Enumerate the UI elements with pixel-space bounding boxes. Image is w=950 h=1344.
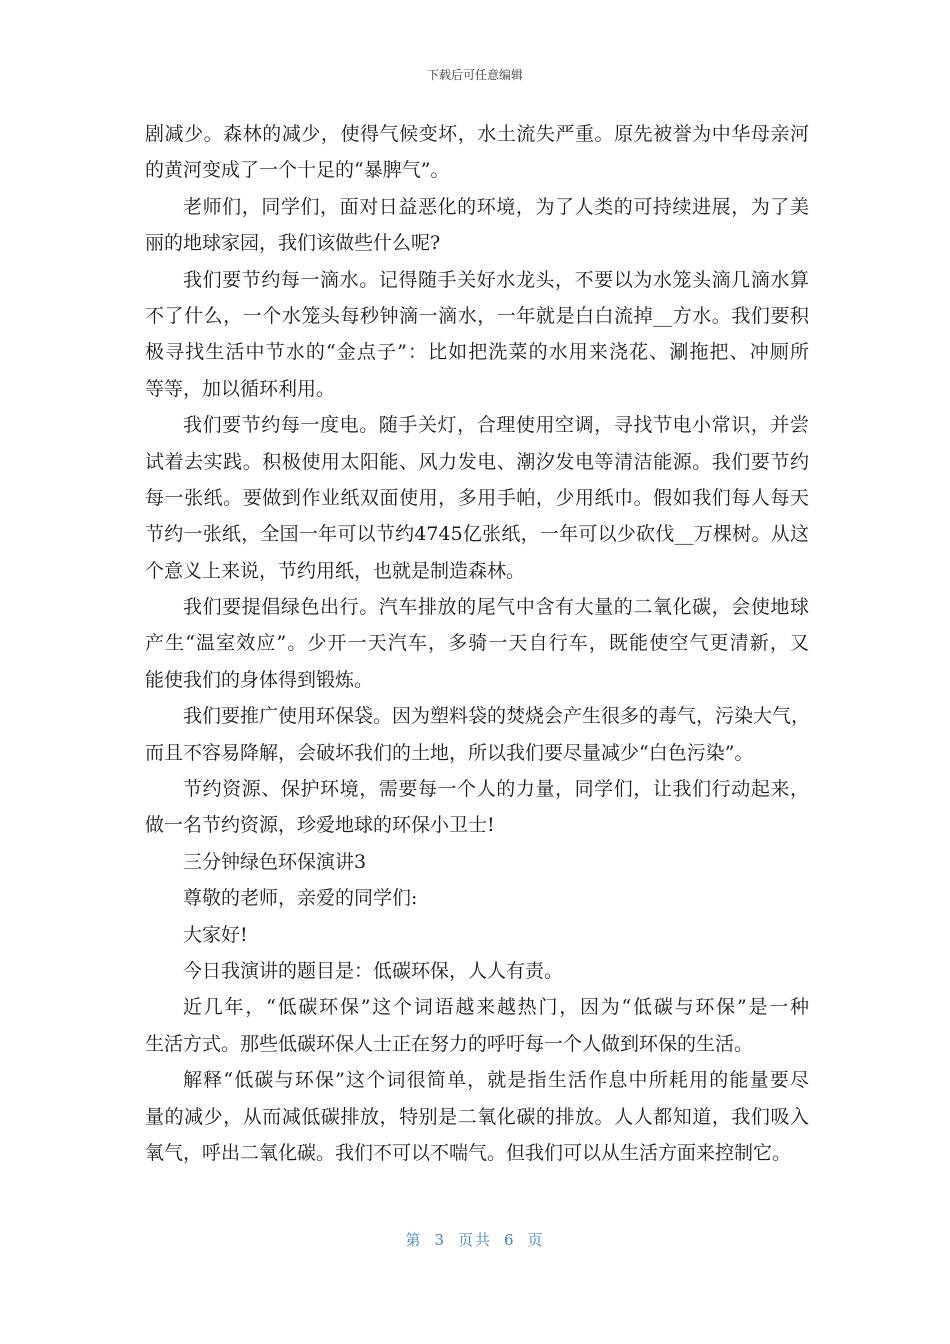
text-line: 个意义上来说，节约用纸，也就是制造森林。 — [145, 559, 526, 582]
page-footer — [0, 1229, 950, 1250]
footer-page-number: 3 — [434, 1231, 446, 1249]
text-line: 剧减少。森林的减少，使得气候变坏，水土流失严重。原先被誉为中华母亲河 — [145, 123, 809, 145]
text-line: 不了什么，一个水笼头每秒钟滴一滴水，一年就是白白流掉__方水。我们要积 — [145, 304, 809, 327]
page-header: 下载后可任意编辑 — [426, 68, 523, 82]
text-line: 解释“低碳与环保”这个词很简单，就是指生活作息中所耗用的能量要尽 — [183, 1069, 809, 1092]
footer-total-pages: 6 — [504, 1231, 516, 1249]
text-line: 产生“温室效应”。少开一天汽车，多骑一天自行车，既能使空气更清新，又 — [145, 632, 809, 655]
text-line: 老师们，同学们，面对日益恶化的环境，为了人类的可持续进展，为了美 — [183, 195, 809, 218]
text-line: 氧气，呼出二氧化碳。我们不可以不喘气。但我们可以从生活方面来控制它。 — [145, 1141, 792, 1164]
text-line: 生活方式。那些低碳环保人士正在努力的呼吁每一个人做到环保的生活。 — [145, 1032, 754, 1055]
text-line: 我们要节约每一度电。随手关灯，合理使用空调，寻找节电小常识，并尝 — [183, 414, 809, 437]
text-line: 试着去实践。积极使用太阳能、风力发电、潮汐发电等清洁能源。我们要节约 — [145, 450, 809, 473]
salutation: 尊敬的老师，亲爱的同学们: — [183, 887, 418, 910]
text-line: 节约一张纸，全国一年可以节约4745亿张纸，一年可以少砍伐__万棵树。从这 — [145, 523, 809, 546]
text-line: 能使我们的身体得到锻炼。 — [145, 668, 374, 691]
text-line: 我们要提倡绿色出行。汽车排放的尾气中含有大量的二氧化碳，会使地球 — [183, 596, 809, 619]
text-line: 做一名节约资源，珍爱地球的环保小卫士! — [145, 814, 495, 837]
section-title: 三分钟绿色环保演讲3 — [183, 850, 367, 873]
footer-label-after: 页 — [527, 1231, 545, 1249]
footer-label-before: 第 — [405, 1231, 423, 1249]
text-line: 丽的地球家园，我们该做些什么呢? — [145, 232, 441, 255]
text-line: 我们要节约每一滴水。记得随手关好水龙头，不要以为水笼头滴几滴水算 — [183, 268, 809, 291]
document-body — [145, 116, 809, 1171]
text-line: 的黄河变成了一个十足的“暴脾气”。 — [145, 159, 450, 182]
text-line: 近几年，“低碳环保”这个词语越来越热门，因为“低碳与环保”是一种 — [183, 996, 809, 1019]
text-line: 等等，加以循环利用。 — [145, 377, 336, 400]
footer-label-middle: 页共 — [457, 1231, 492, 1249]
text-line: 今日我演讲的题目是：低碳环保，人人有责。 — [183, 959, 564, 982]
greeting: 大家好! — [183, 923, 248, 946]
text-line: 极寻找生活中节水的“金点子”：比如把洗菜的水用来浇花、涮拖把、冲厕所 — [145, 341, 809, 364]
text-line: 而且不容易降解，会破坏我们的土地，所以我们要尽量减少“白色污染”。 — [145, 741, 754, 764]
text-line: 每一张纸。要做到作业纸双面使用，多用手帕，少用纸巾。假如我们每人每天 — [145, 486, 809, 509]
text-line: 量的减少，从而减低碳排放，特别是二氧化碳的排放。人人都知道，我们吸入 — [145, 1105, 809, 1128]
text-line: 我们要推广使用环保袋。因为塑料袋的焚烧会产生很多的毒气，污染大气， — [183, 705, 811, 728]
text-line: 节约资源、保护环境，需要每一个人的力量，同学们，让我们行动起来， — [183, 778, 809, 801]
